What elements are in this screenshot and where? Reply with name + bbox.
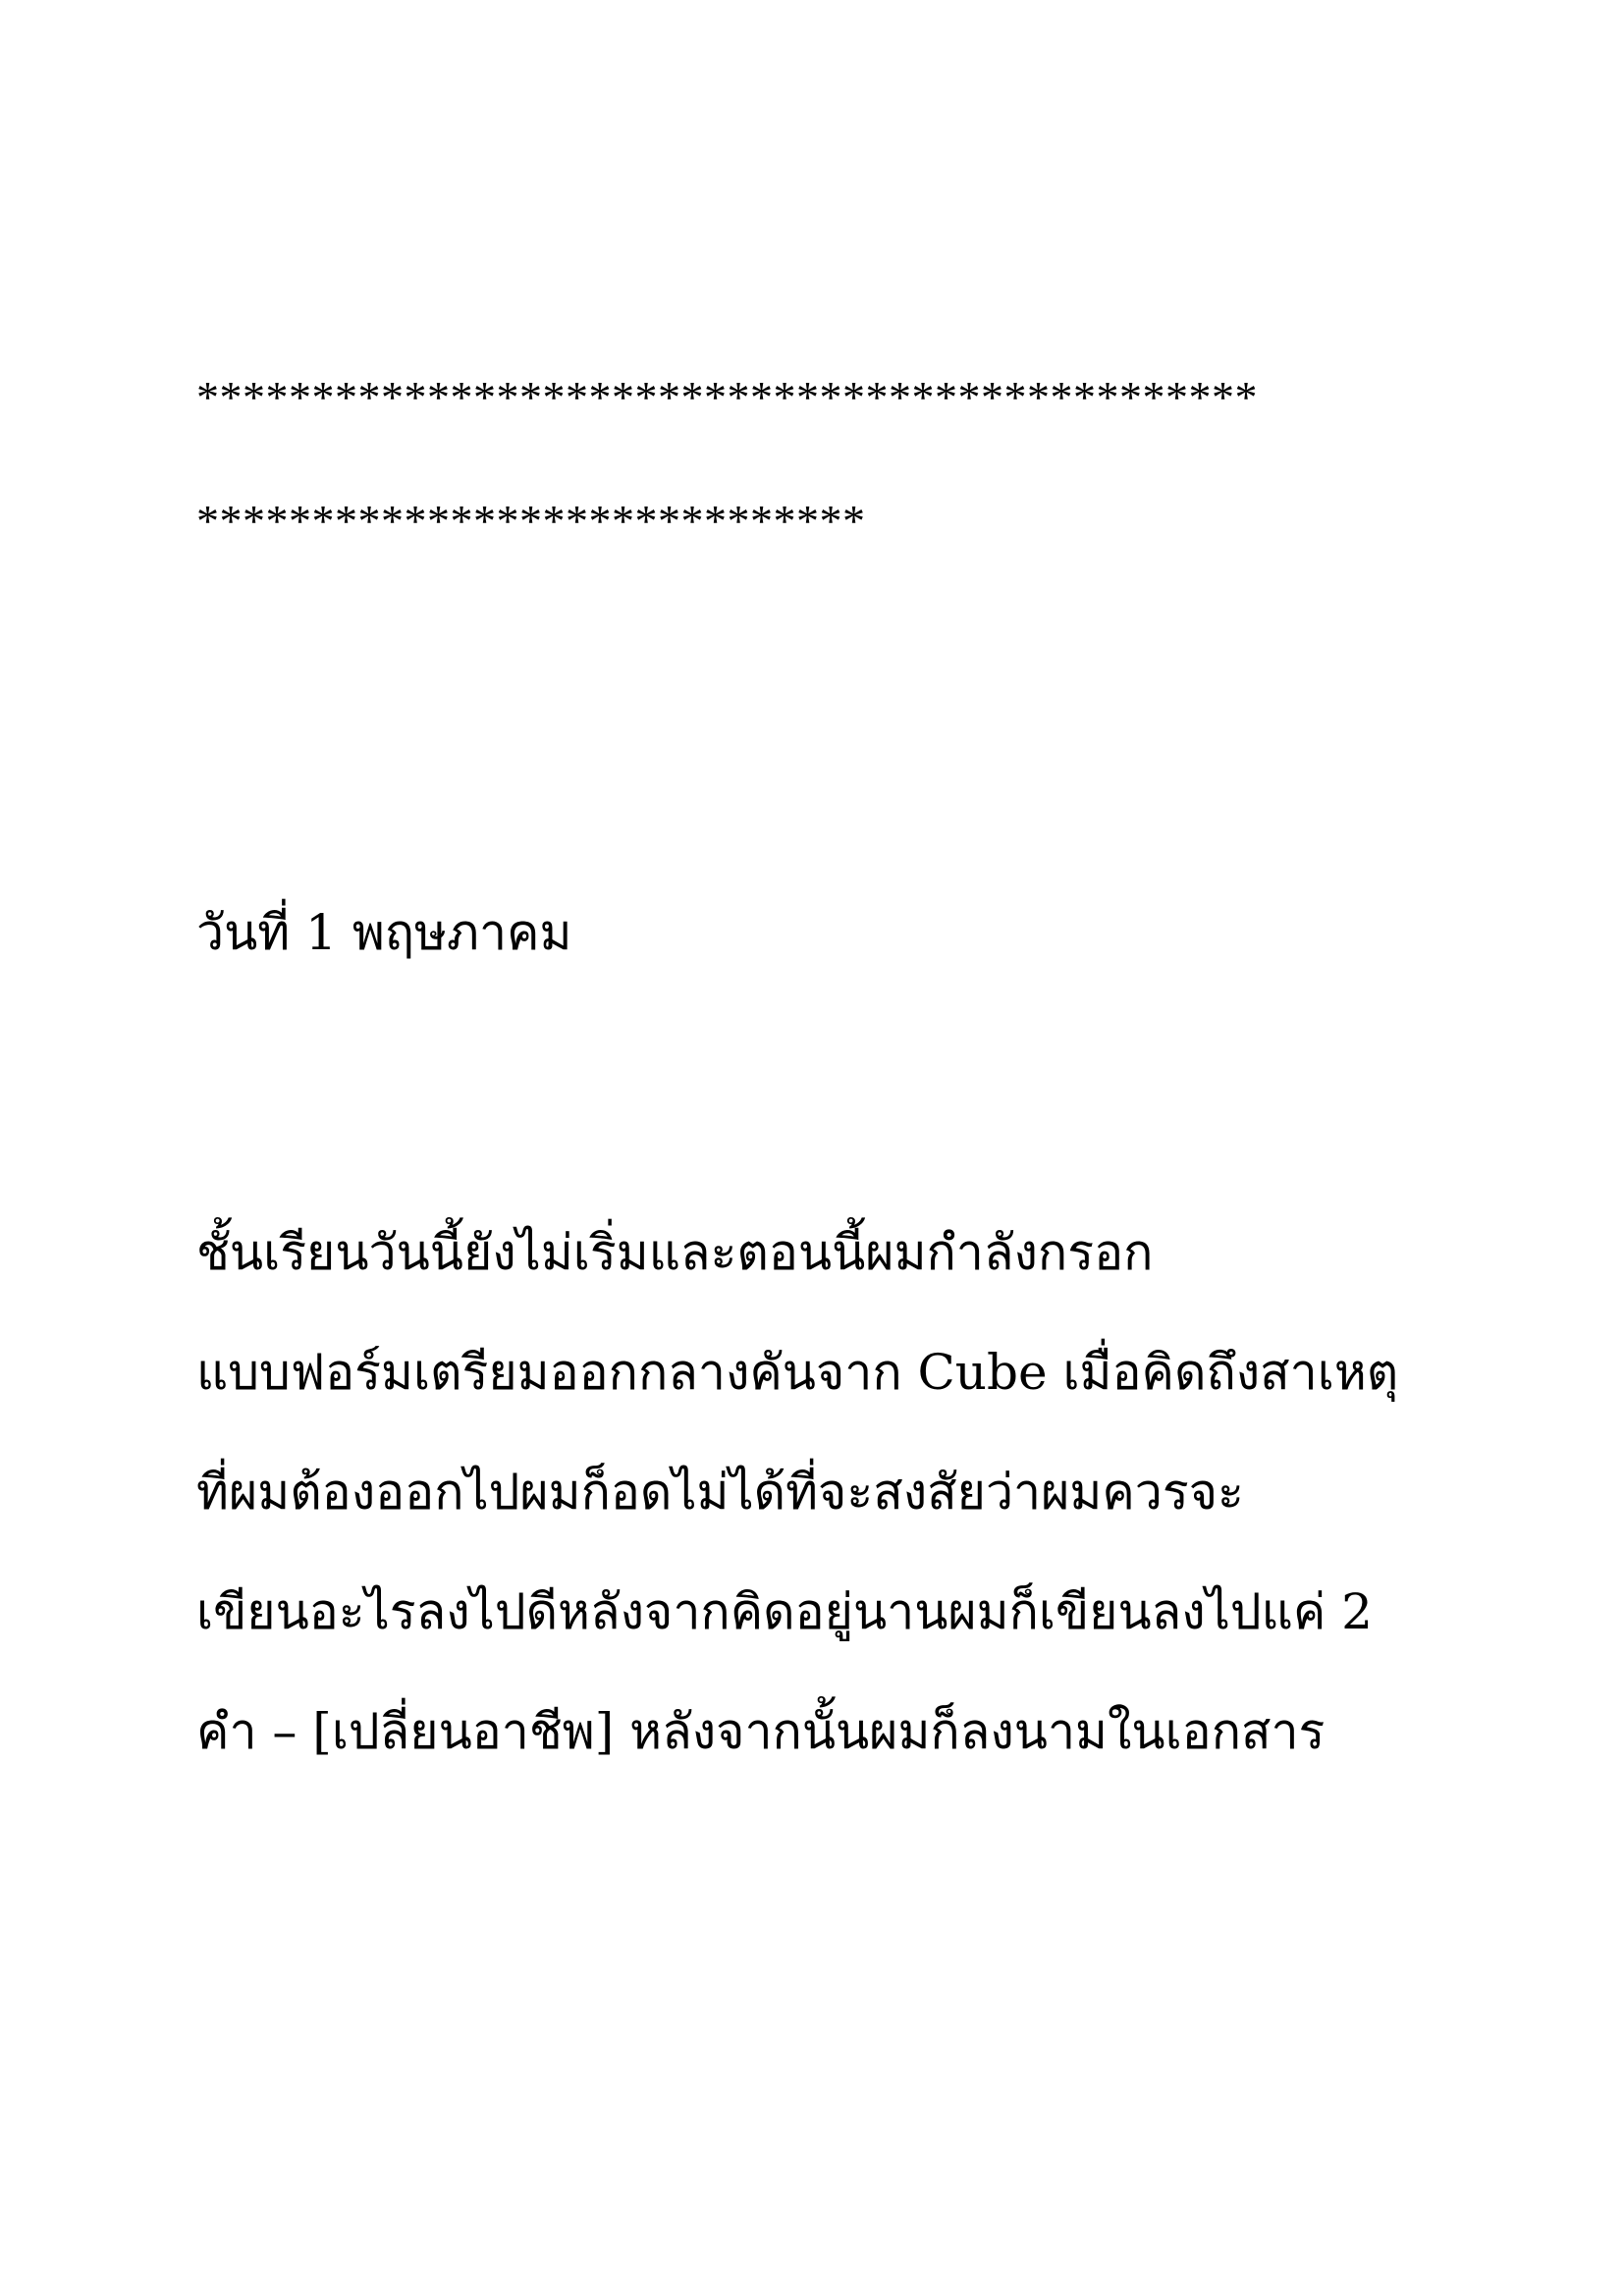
asterisk-separator: ***************************** bbox=[196, 496, 866, 546]
body-line: แบบฟอร์มเตรียมออกกลางคันจาก Cube เมื่อคิดถึงสาเหตุ bbox=[196, 1344, 1399, 1401]
body-line: ชั้นเรียนวันนี้ยังไม่เริ่มและตอนนี้ผมกำลังกรอก bbox=[196, 1224, 1154, 1281]
asterisk-separator: ********************************************** bbox=[196, 372, 1258, 422]
body-line: ที่ผมต้องออกไปผมก็อดไม่ได้ที่จะสงสัยว่าผมควรจะ bbox=[196, 1464, 1244, 1521]
entry-date: วันที่ 1 พฤษภาคม bbox=[196, 904, 572, 961]
body-line: คำ – [เปลี่ยนอาชีพ] หลังจากนั้นผมก็ลงนามในเอกสาร bbox=[196, 1703, 1326, 1760]
body-line: เขียนอะไรลงไปดีหลังจากคิดอยู่นานผมก็เขียนลงไปแค่ 2 bbox=[196, 1583, 1373, 1640]
entry-body bbox=[196, 1193, 1473, 1791]
